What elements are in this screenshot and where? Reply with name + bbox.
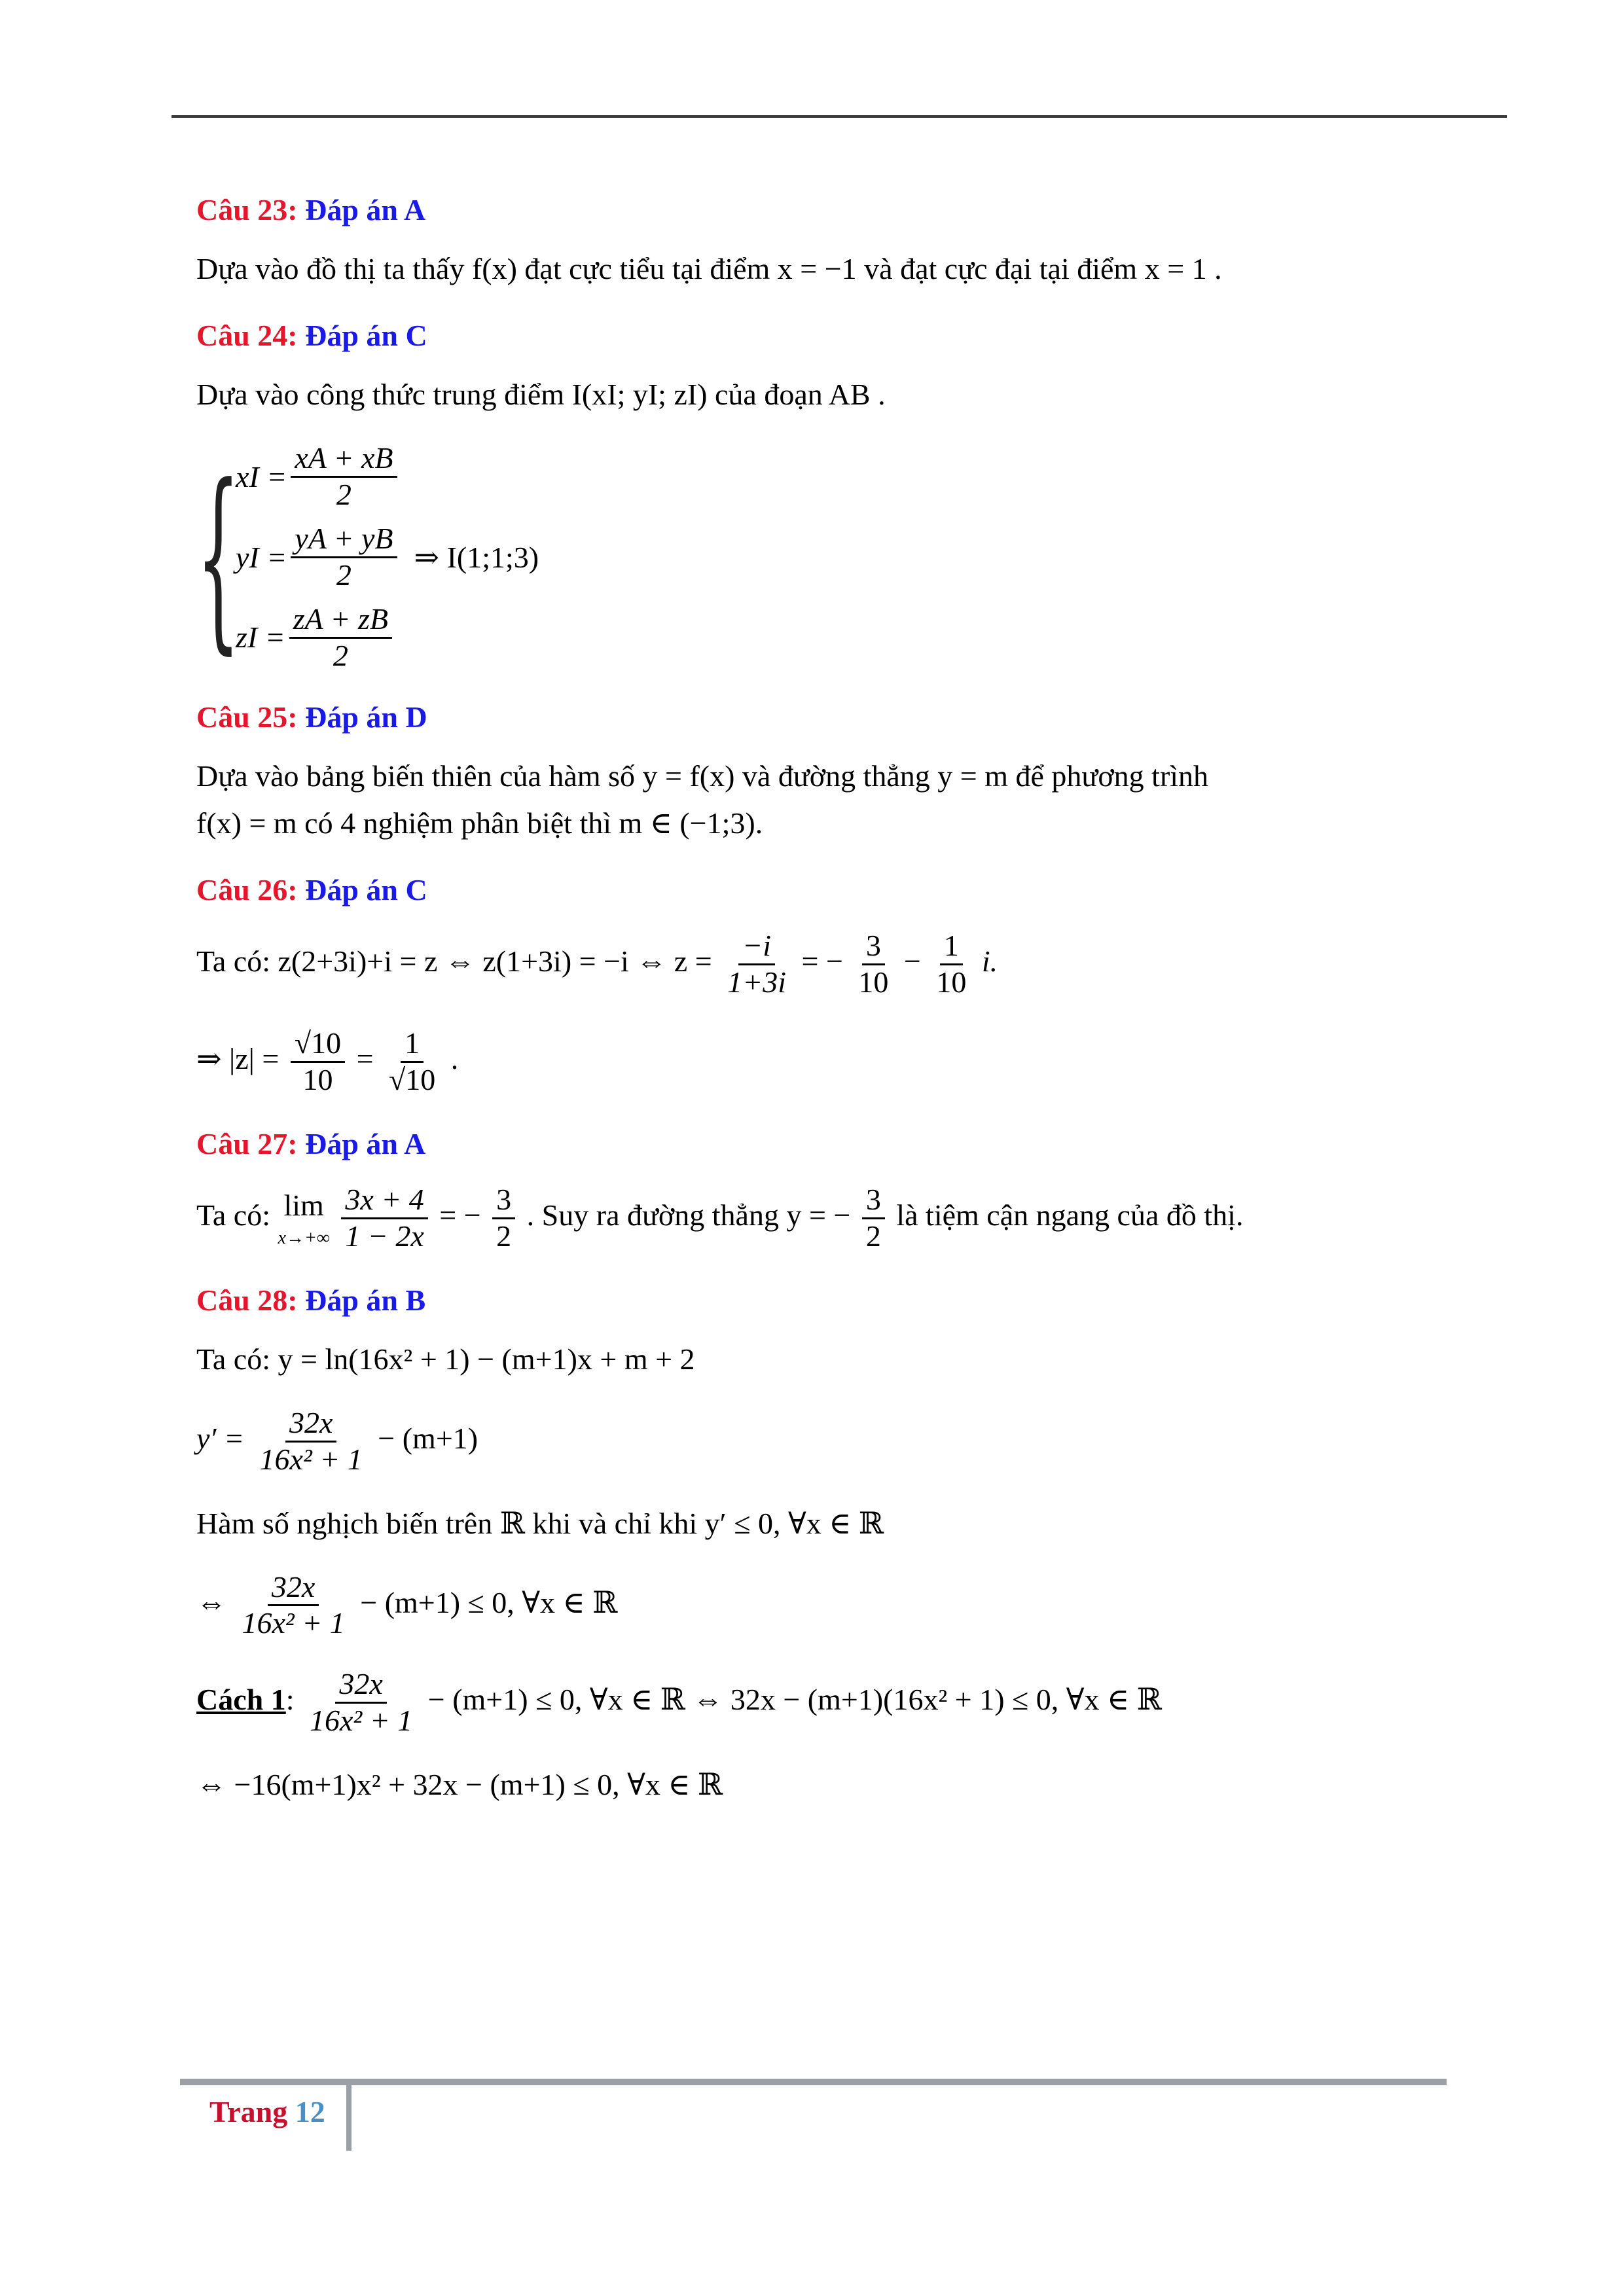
- equation-line: [196, 1570, 1440, 1641]
- eq-text: = −: [439, 1198, 481, 1232]
- footer-label: Trang: [209, 2095, 288, 2128]
- equation-line: [196, 1667, 1440, 1738]
- brace-symbol: {: [196, 442, 240, 672]
- answer-label: Đáp án C: [305, 319, 427, 353]
- question-number: Câu 27:: [196, 1126, 298, 1160]
- fraction: [306, 1667, 416, 1738]
- system-row: [236, 522, 539, 593]
- numerator: zA + zB: [289, 602, 392, 639]
- question-number: Câu 25:: [196, 700, 298, 734]
- fraction: [289, 602, 392, 673]
- denominator: 2: [336, 478, 352, 512]
- fraction: [341, 1183, 427, 1254]
- question-heading: [196, 1124, 1440, 1164]
- eq-text: y′ =: [196, 1421, 245, 1455]
- numerator: xA + xB: [291, 441, 397, 478]
- numerator: yA + yB: [291, 522, 397, 558]
- page-number: 12: [295, 2095, 325, 2128]
- system-result: ⇒ I(1;1;3): [414, 540, 539, 574]
- equation-line: [196, 1406, 1440, 1477]
- fraction: [723, 929, 790, 1000]
- midpoint-system: [196, 441, 1440, 673]
- equation-line: [196, 1026, 1440, 1098]
- fraction: [862, 1183, 885, 1254]
- paragraph: Dựa vào bảng biến thiên của hàm số y = f(x) và đường thẳng y = m để phương trình: [196, 759, 1209, 793]
- system-row: [236, 602, 539, 673]
- question-heading: [196, 870, 1440, 910]
- eq-text: = −: [801, 944, 843, 978]
- denominator: 10: [858, 965, 889, 999]
- eq-text: − (m+1): [378, 1421, 478, 1455]
- paragraph: Hàm số nghịch biến trên ℝ khi và chỉ khi y′ ≤ 0, ∀x ∈ ℝ: [196, 1506, 884, 1540]
- eq-text: −: [903, 944, 921, 978]
- question-heading: [196, 697, 1440, 738]
- denominator: 16x² + 1: [310, 1704, 413, 1738]
- numerator: 1: [940, 929, 963, 965]
- page-content: [196, 190, 1440, 1831]
- fraction: [238, 1570, 349, 1641]
- footer-divider: [346, 2085, 352, 2151]
- numerator: 3: [862, 929, 885, 965]
- page-footer: [209, 2094, 325, 2129]
- row-lhs: yI =: [236, 540, 287, 574]
- question-heading: [196, 315, 1440, 356]
- numerator: 3x + 4: [341, 1183, 427, 1219]
- answer-label: Đáp án A: [305, 193, 426, 226]
- paragraph: Dựa vào đồ thị ta thấy f(x) đạt cực tiểu tại điểm x = −1 và đạt cực đại tại điểm x = 1 .: [196, 252, 1222, 286]
- denominator: 2: [496, 1219, 512, 1253]
- question-number: Câu 26:: [196, 873, 298, 906]
- footer-rule: [180, 2079, 1447, 2085]
- denominator: 1+3i: [727, 965, 786, 999]
- question-number: Câu 23:: [196, 193, 298, 226]
- answer-label: Đáp án C: [305, 873, 427, 906]
- question-heading: [196, 1280, 1440, 1321]
- numerator: √10: [291, 1026, 345, 1063]
- denominator: 10: [936, 965, 967, 999]
- numerator: −i: [738, 929, 775, 965]
- denominator: 2: [336, 558, 352, 592]
- header-rule: [171, 115, 1507, 118]
- question-number: Câu 28:: [196, 1283, 298, 1317]
- fraction: [256, 1406, 367, 1477]
- method-label: Cách 1: [196, 1683, 286, 1717]
- paragraph: f(x) = m có 4 nghiệm phân biệt thì m ∈ (−1;3).: [196, 806, 763, 840]
- system-row: [236, 441, 539, 512]
- paragraph: Dựa vào công thức trung điểm I(xI; yI; zI) của đoạn AB .: [196, 378, 886, 412]
- numerator: 3: [862, 1183, 885, 1219]
- fraction: [932, 929, 970, 1000]
- denominator: 16x² + 1: [259, 1442, 363, 1476]
- eq-text: ⇒ |z| =: [196, 1041, 280, 1075]
- denominator: 10: [302, 1062, 333, 1096]
- fraction: [291, 522, 397, 593]
- lim-text: lim: [283, 1189, 324, 1223]
- paragraph: ⇔ −16(m+1)x² + 32x − (m+1) ≤ 0, ∀x ∈ ℝ: [196, 1768, 723, 1802]
- numerator: 1: [401, 1026, 424, 1063]
- eq-text: − (m+1) ≤ 0, ∀x ∈ ℝ ⇔ 32x − (m+1)(16x² + 1) ≤ 0, ∀x ∈ ℝ: [427, 1683, 1162, 1717]
- numerator: 32x: [335, 1667, 386, 1704]
- eq-text: :: [285, 1683, 295, 1717]
- eq-text: =: [356, 1041, 374, 1075]
- row-lhs: xI =: [236, 459, 287, 493]
- equation-line: [196, 1183, 1440, 1254]
- question-heading: [196, 190, 1440, 230]
- fraction: [385, 1026, 439, 1098]
- lim-subscript: x→+∞: [278, 1228, 330, 1249]
- denominator: 16x² + 1: [242, 1606, 345, 1640]
- fraction: [291, 1026, 345, 1098]
- fraction: [854, 929, 892, 1000]
- eq-text: Ta có:: [196, 1198, 271, 1232]
- limit-operator: [278, 1185, 330, 1251]
- numerator: 32x: [268, 1570, 319, 1607]
- eq-text: − (m+1) ≤ 0, ∀x ∈ ℝ: [360, 1585, 618, 1619]
- answer-label: Đáp án D: [305, 700, 427, 734]
- eq-text: .: [450, 1041, 459, 1075]
- fraction: [291, 441, 397, 512]
- answer-label: Đáp án B: [305, 1283, 426, 1317]
- denominator: 2: [333, 638, 348, 672]
- fraction: [492, 1183, 515, 1254]
- eq-text: là tiệm cận ngang của đồ thị.: [896, 1198, 1244, 1232]
- row-lhs: zI =: [236, 620, 285, 655]
- denominator: √10: [389, 1062, 436, 1096]
- denominator: 2: [865, 1219, 881, 1253]
- eq-text: Ta có: z(2+3i)+i = z ⇔ z(1+3i) = −i ⇔ z =: [196, 944, 712, 978]
- eq-text: ⇔: [196, 1585, 226, 1619]
- denominator: 1 − 2x: [345, 1219, 424, 1253]
- equation-line: [196, 929, 1440, 1000]
- eq-text: i.: [981, 944, 998, 978]
- question-number: Câu 24:: [196, 319, 298, 353]
- eq-text: . Suy ra đường thẳng y = −: [526, 1198, 851, 1232]
- numerator: 32x: [285, 1406, 336, 1443]
- paragraph: Ta có: y = ln(16x² + 1) − (m+1)x + m + 2: [196, 1342, 695, 1376]
- system-rows: [236, 441, 539, 673]
- numerator: 3: [492, 1183, 515, 1219]
- answer-label: Đáp án A: [305, 1126, 426, 1160]
